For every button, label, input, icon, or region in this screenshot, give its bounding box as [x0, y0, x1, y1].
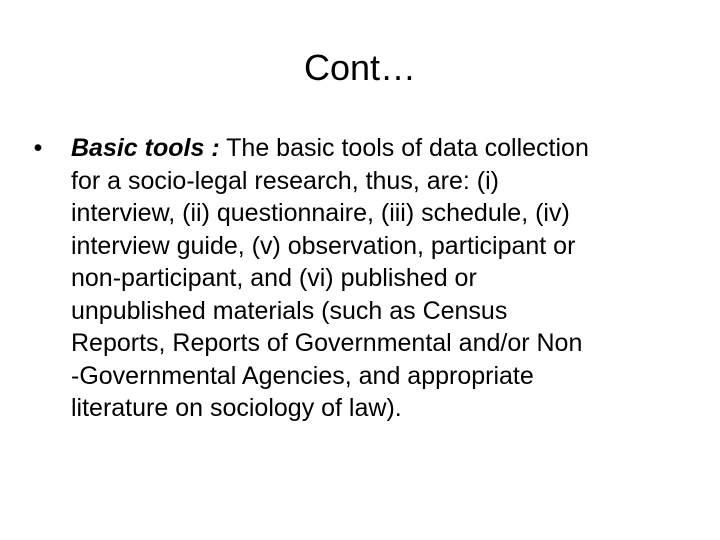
- bullet-line-4: interview guide, (v) observation, participant or: [71, 231, 576, 260]
- bullet-item-basic-tools: [33, 132, 683, 425]
- bullet-line-8: -Governmental Agencies, and appropriate: [71, 361, 534, 390]
- slide-title: Cont…: [303, 47, 417, 88]
- bullet-line-3: interview, (ii) questionnaire, (iii) schedule, (iv): [71, 199, 570, 227]
- bullet-lead: Basic tools :: [71, 134, 220, 162]
- bullet-line-5: non-participant, and (vi) published or: [71, 264, 477, 292]
- bullet-line-2: for a socio-legal research, thus, are: (i): [71, 166, 499, 195]
- bullet-line-9: literature on sociology of law).: [71, 394, 402, 422]
- bullet-text-start: The basic tools of data collection: [219, 134, 589, 162]
- bullet-list: [0, 132, 720, 425]
- bullet-line-1: [71, 132, 683, 165]
- bullet-marker: •: [33, 134, 43, 162]
- bullet-line-6: unpublished materials (such as Census: [71, 296, 508, 325]
- bullet-line-7: Reports, Reports of Governmental and/or Non: [71, 329, 583, 357]
